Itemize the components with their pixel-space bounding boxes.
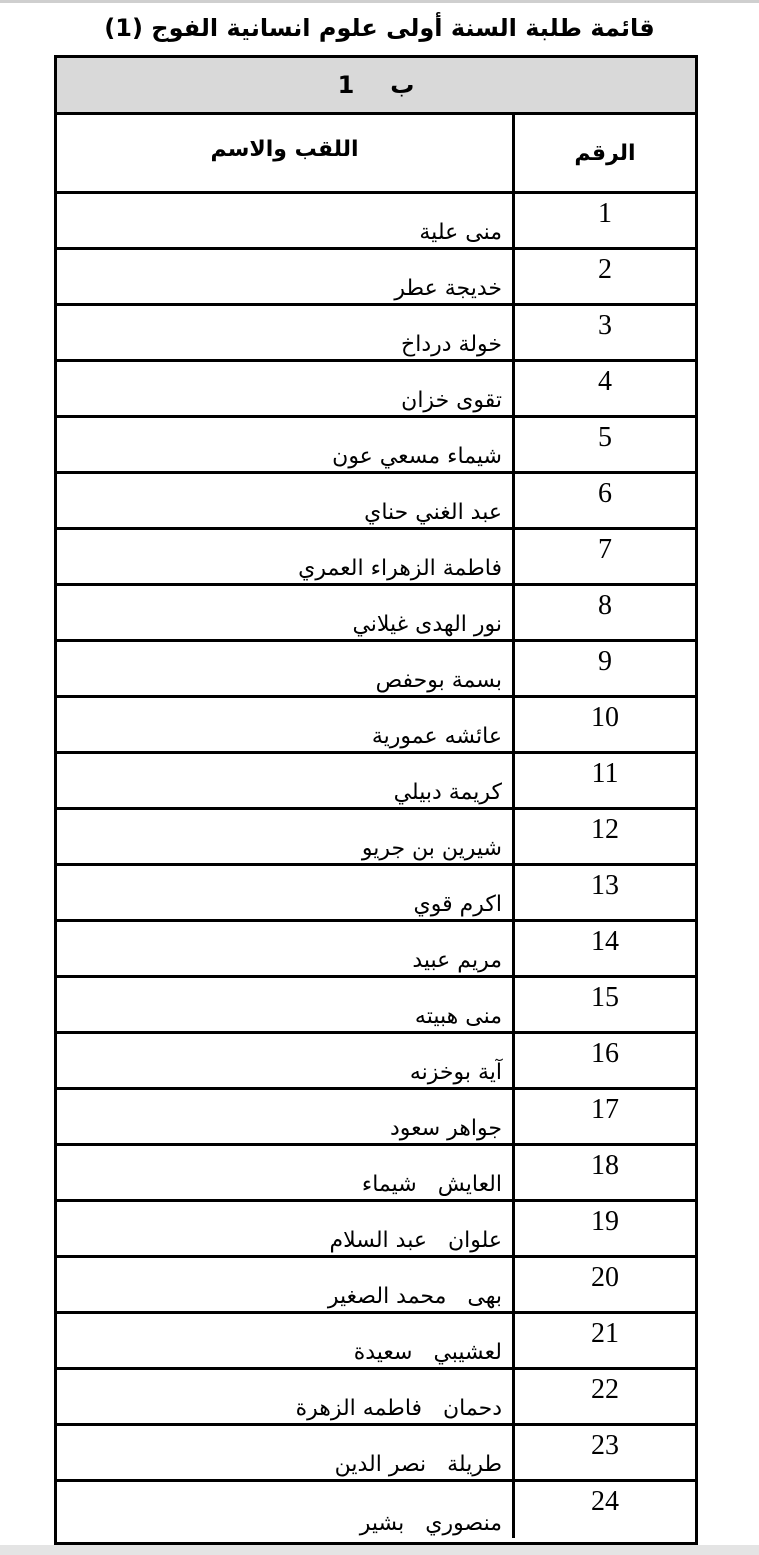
table-row [57, 474, 695, 530]
student-name: خديجة عطر [394, 276, 502, 301]
table-row [57, 1370, 695, 1426]
top-edge-line [0, 0, 759, 3]
student-name: علوان عبد السلام [329, 1228, 502, 1253]
student-number: 14 [512, 922, 695, 975]
number-column-header: الرقم [512, 115, 695, 191]
student-number: 3 [512, 306, 695, 359]
table-row [57, 1314, 695, 1370]
student-number: 20 [512, 1258, 695, 1311]
table-row [57, 978, 695, 1034]
student-name: خولة درداخ [401, 332, 502, 357]
student-name: شيرين بن جريو [361, 836, 502, 861]
table-row [57, 418, 695, 474]
student-name: منصوري بشير [359, 1511, 502, 1536]
student-number: 24 [512, 1482, 695, 1538]
student-name: عبد الغني حناي [364, 500, 502, 525]
table-row [57, 194, 695, 250]
table-body [57, 194, 695, 1538]
student-name: شيماء مسعي عون [332, 444, 502, 469]
student-number: 17 [512, 1090, 695, 1143]
student-name: كريمة دبيلي [393, 780, 502, 805]
student-name: عائشه عمورية [371, 724, 502, 749]
table-row [57, 1034, 695, 1090]
student-name: جواهر سعود [389, 1116, 502, 1141]
student-number: 13 [512, 866, 695, 919]
student-name: دحمان فاطمه الزهرة [295, 1396, 502, 1421]
student-name: اكرم قوي [413, 892, 502, 917]
column-header-row [57, 115, 695, 194]
student-number: 9 [512, 642, 695, 695]
student-number: 5 [512, 418, 695, 471]
group-letter: ب [390, 71, 415, 99]
student-name: منى علية [419, 220, 502, 245]
student-name: لعشيبي سعيدة [353, 1340, 502, 1365]
table-row [57, 1426, 695, 1482]
table-row [57, 1482, 695, 1538]
student-number: 16 [512, 1034, 695, 1087]
student-name: بسمة بوحفص [375, 668, 502, 693]
table-row [57, 1202, 695, 1258]
student-number: 23 [512, 1426, 695, 1479]
student-number: 2 [512, 250, 695, 303]
student-name: تقوى خزان [401, 388, 502, 413]
student-number: 8 [512, 586, 695, 639]
group-header-row [57, 58, 695, 115]
student-name: منى هبيته [414, 1004, 502, 1029]
student-name: نور الهدى غيلاني [352, 612, 502, 637]
bottom-edge-band [0, 1545, 759, 1555]
students-table [54, 55, 698, 1545]
student-name: العايش شيماء [361, 1172, 502, 1197]
table-row [57, 530, 695, 586]
student-number: 15 [512, 978, 695, 1031]
student-number: 11 [512, 754, 695, 807]
table-row [57, 698, 695, 754]
group-number: 1 [337, 71, 355, 99]
table-row [57, 250, 695, 306]
table-row [57, 810, 695, 866]
table-row [57, 642, 695, 698]
student-name: فاطمة الزهراء العمري [298, 556, 502, 581]
student-number: 22 [512, 1370, 695, 1423]
table-row [57, 306, 695, 362]
student-name: طريلة نصر الدين [334, 1452, 502, 1477]
student-number: 7 [512, 530, 695, 583]
student-number: 19 [512, 1202, 695, 1255]
table-row [57, 922, 695, 978]
table-row [57, 1146, 695, 1202]
student-number: 12 [512, 810, 695, 863]
page-title: قائمة طلبة السنة أولى علوم انسانية الفوج (1) [104, 14, 655, 42]
student-number: 4 [512, 362, 695, 415]
name-column-header: اللقب والاسم [210, 136, 359, 162]
student-number: 1 [512, 194, 695, 247]
table-row [57, 866, 695, 922]
student-name: بهى محمد الصغير [327, 1284, 502, 1309]
table-row [57, 754, 695, 810]
student-number: 6 [512, 474, 695, 527]
table-row [57, 362, 695, 418]
table-row [57, 1258, 695, 1314]
student-name: آية بوخزنه [409, 1060, 502, 1085]
student-number: 10 [512, 698, 695, 751]
student-number: 18 [512, 1146, 695, 1199]
table-row [57, 586, 695, 642]
table-row [57, 1090, 695, 1146]
student-name: مريم عبيد [412, 948, 502, 973]
student-number: 21 [512, 1314, 695, 1367]
